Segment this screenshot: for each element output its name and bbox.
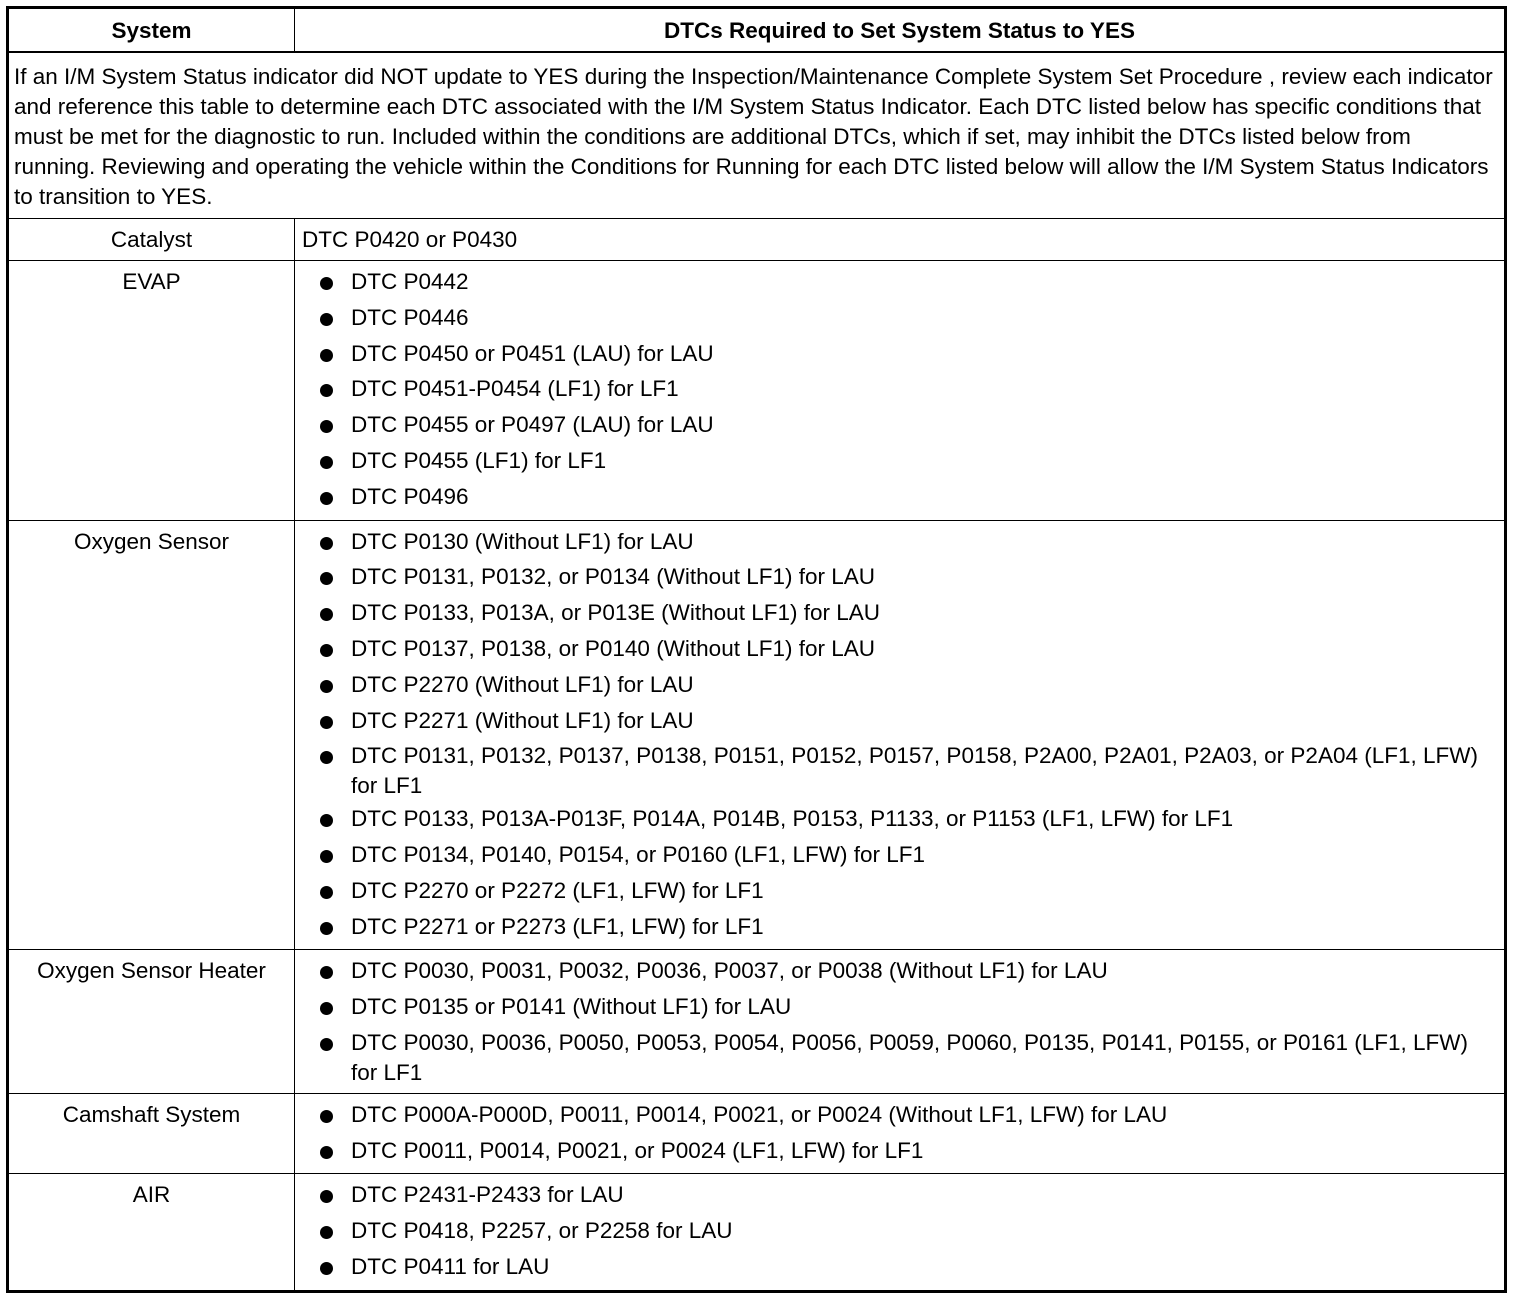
list-item xyxy=(319,1136,1498,1169)
bullet-icon xyxy=(320,1190,333,1203)
list-item xyxy=(319,410,1498,443)
list-item xyxy=(319,598,1498,631)
dtc-text: DTC P0137, P0138, or P0140 (Without LF1) for LAU xyxy=(351,635,876,661)
dtc-list xyxy=(319,267,1498,515)
dtc-list xyxy=(319,1100,1498,1169)
dtc-text: DTC P0442 xyxy=(351,269,469,294)
dtc-text: DTC P0420 or P0430 xyxy=(295,219,1506,261)
dtc-text: DTC P0130 (Without LF1) for LAU xyxy=(351,528,694,554)
dtc-system-status-table xyxy=(6,6,1507,1293)
dtc-text: DTC P2271 or P2273 (LF1, LFW) for LF1 xyxy=(351,913,764,939)
dtc-text: DTC P0135 or P0141 (Without LF1) for LAU xyxy=(351,994,792,1020)
table-row xyxy=(8,950,1506,1093)
dtc-list xyxy=(319,1180,1498,1285)
bullet-icon xyxy=(320,277,333,290)
header-dtcs: DTCs Required to Set System Status to YES xyxy=(295,8,1506,53)
header-system: System xyxy=(8,8,295,53)
dtc-text: DTC P2431-P2433 for LAU xyxy=(351,1182,624,1208)
list-item xyxy=(319,562,1498,595)
list-item xyxy=(319,446,1498,479)
table-row xyxy=(8,520,1506,950)
system-name: Camshaft System xyxy=(8,1093,295,1174)
dtc-text: DTC P0451-P0454 (LF1) for LF1 xyxy=(351,376,679,402)
dtc-text: DTC P2270 (Without LF1) for LAU xyxy=(351,671,694,697)
list-item xyxy=(319,956,1498,989)
dtc-text: DTC P2270 or P2272 (LF1, LFW) for LF1 xyxy=(351,877,764,903)
dtc-text: DTC P0131, P0132, or P0134 (Without LF1) for LAU xyxy=(351,564,876,590)
list-item xyxy=(319,374,1498,407)
bullet-icon xyxy=(320,1262,333,1275)
system-name: EVAP xyxy=(8,261,295,521)
dtc-text: DTC P0450 or P0451 (LAU) for LAU xyxy=(351,340,714,366)
dtc-text: DTC P0011, P0014, P0021, or P0024 (LF1, LFW) for LF1 xyxy=(351,1137,924,1163)
bullet-icon xyxy=(320,716,333,729)
bullet-icon xyxy=(320,420,333,433)
system-name: Oxygen Sensor xyxy=(8,520,295,950)
bullet-icon xyxy=(320,1038,333,1051)
list-item xyxy=(319,482,1498,515)
system-name: Oxygen Sensor Heater xyxy=(8,950,295,1093)
bullet-icon xyxy=(320,850,333,863)
list-item xyxy=(319,804,1498,837)
list-item xyxy=(319,670,1498,703)
bullet-icon xyxy=(320,384,333,397)
bullet-icon xyxy=(320,644,333,657)
dtc-text: DTC P0446 xyxy=(351,304,469,330)
dtc-text: DTC P2271 (Without LF1) for LAU xyxy=(351,707,694,733)
dtc-text: DTC P0131, P0132, P0137, P0138, P0151, P0152, P0157, P0158, P2A00, P2A01, P2A03, or P2A04 (LF1, LFW) for LF1 xyxy=(351,743,1478,799)
bullet-icon xyxy=(320,751,333,764)
list-item xyxy=(319,1100,1498,1133)
dtc-text: DTC P0133, P013A, or P013E (Without LF1) for LAU xyxy=(351,600,880,626)
dtc-list-cell xyxy=(295,1093,1506,1174)
dtc-text: DTC P0133, P013A-P013F, P014A, P014B, P0153, P1133, or P1153 (LF1, LFW) for LF1 xyxy=(351,806,1234,832)
list-item xyxy=(319,992,1498,1025)
bullet-icon xyxy=(320,1002,333,1015)
dtc-text: DTC P0030, P0036, P0050, P0053, P0054, P0056, P0059, P0060, P0135, P0141, P0155, or P0161 (LF1, LFW) for LF1 xyxy=(351,1029,1469,1085)
dtc-text: DTC P0418, P2257, or P2258 for LAU xyxy=(351,1218,733,1244)
list-item xyxy=(319,741,1498,801)
dtc-text: DTC P0455 or P0497 (LAU) for LAU xyxy=(351,412,714,438)
table-row xyxy=(8,1093,1506,1174)
list-item xyxy=(319,1216,1498,1249)
table-row xyxy=(8,261,1506,521)
bullet-icon xyxy=(320,492,333,505)
system-name: AIR xyxy=(8,1174,295,1291)
bullet-icon xyxy=(320,1146,333,1159)
list-item xyxy=(319,912,1498,945)
bullet-icon xyxy=(320,349,333,362)
bullet-icon xyxy=(320,313,333,326)
dtc-list-cell xyxy=(295,950,1506,1093)
bullet-icon xyxy=(320,608,333,621)
intro-row xyxy=(8,52,1506,219)
bullet-icon xyxy=(320,886,333,899)
bullet-icon xyxy=(320,966,333,979)
list-item xyxy=(319,527,1498,560)
dtc-text: DTC P0134, P0140, P0154, or P0160 (LF1, LFW) for LF1 xyxy=(351,841,926,867)
bullet-icon xyxy=(320,456,333,469)
intro-note: If an I/M System Status indicator did NOT update to YES during the Inspection/Maintenance Complete System Set Procedure , review each indicator and reference this table to determine each DTC associated with the I/M System Status Indicator. Each DTC listed below has specific conditions that must be met for the diagnostic to run. Included within the conditions are additional DTCs, which if set, may inhibit the DTCs listed below from running. Reviewing and operating the vehicle within the Conditions for Running for each DTC listed below will allow the I/M System Status Indicators to transition to YES. xyxy=(8,52,1506,219)
dtc-text: DTC P0030, P0031, P0032, P0036, P0037, or P0038 (Without LF1) for LAU xyxy=(351,958,1108,984)
dtc-text: DTC P000A-P000D, P0011, P0014, P0021, or P0024 (Without LF1, LFW) for LAU xyxy=(351,1101,1168,1127)
dtc-list xyxy=(319,527,1498,945)
dtc-list-cell xyxy=(295,520,1506,950)
list-item xyxy=(319,303,1498,336)
list-item xyxy=(319,876,1498,909)
dtc-list xyxy=(319,956,1498,1088)
list-item xyxy=(319,706,1498,739)
bullet-icon xyxy=(320,537,333,550)
dtc-list-cell xyxy=(295,261,1506,521)
dtc-text: DTC P0455 (LF1) for LF1 xyxy=(351,447,607,473)
list-item xyxy=(319,1028,1498,1088)
bullet-icon xyxy=(320,1110,333,1123)
bullet-icon xyxy=(320,922,333,935)
bullet-icon xyxy=(320,814,333,827)
list-item xyxy=(319,1180,1498,1213)
dtc-text: DTC P0411 for LAU xyxy=(351,1253,550,1279)
list-item xyxy=(319,634,1498,667)
dtc-text: DTC P0496 xyxy=(351,483,469,509)
list-item xyxy=(319,1252,1498,1285)
bullet-icon xyxy=(320,572,333,585)
table-row xyxy=(8,219,1506,261)
table-row xyxy=(8,1174,1506,1291)
list-item xyxy=(319,339,1498,372)
list-item xyxy=(319,840,1498,873)
dtc-list-cell xyxy=(295,1174,1506,1291)
header-row xyxy=(8,8,1506,53)
bullet-icon xyxy=(320,680,333,693)
bullet-icon xyxy=(320,1226,333,1239)
list-item xyxy=(319,267,1498,300)
system-name: Catalyst xyxy=(8,219,295,261)
